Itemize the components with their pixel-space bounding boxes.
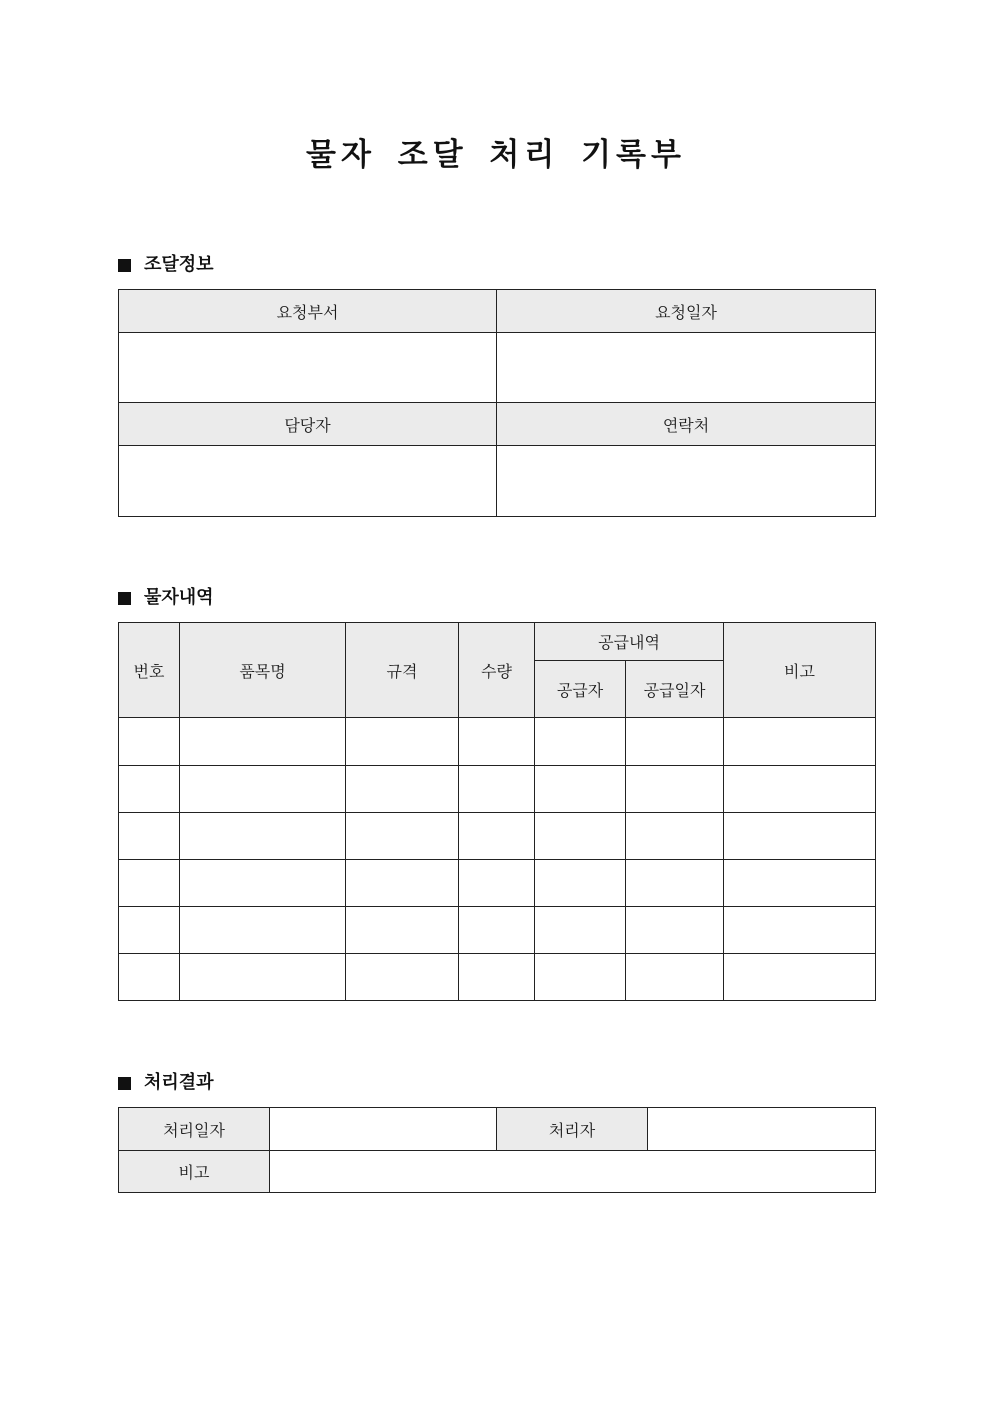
result-heading-text: 처리결과 xyxy=(144,1072,214,1093)
cell-number[interactable] xyxy=(119,954,180,1001)
items-table xyxy=(118,622,876,1001)
cell-quantity[interactable] xyxy=(459,860,535,907)
cell-item-name[interactable] xyxy=(180,907,346,954)
cell-remarks[interactable] xyxy=(724,813,876,860)
table-row xyxy=(119,907,876,954)
cell-remarks[interactable] xyxy=(724,718,876,766)
items-heading-text: 물자내역 xyxy=(144,587,214,608)
contact-label: 연락처 xyxy=(497,403,876,446)
cell-number[interactable] xyxy=(119,718,180,766)
result-remarks-label: 비고 xyxy=(119,1151,270,1193)
col-header-supply-details: 공급내역 xyxy=(535,623,724,661)
cell-item-name[interactable] xyxy=(180,766,346,813)
request-date-label: 요청일자 xyxy=(497,290,876,333)
cell-supply-date[interactable] xyxy=(626,813,724,860)
table-row xyxy=(119,813,876,860)
request-dept-label: 요청부서 xyxy=(119,290,497,333)
cell-remarks[interactable] xyxy=(724,860,876,907)
request-date-field[interactable] xyxy=(497,333,876,403)
result-table xyxy=(118,1107,876,1193)
cell-spec[interactable] xyxy=(346,860,459,907)
contact-field[interactable] xyxy=(497,446,876,517)
col-header-supply-date: 공급일자 xyxy=(626,661,724,718)
cell-supply-date[interactable] xyxy=(626,907,724,954)
cell-item-name[interactable] xyxy=(180,718,346,766)
processor-field[interactable] xyxy=(648,1108,876,1151)
items-heading xyxy=(118,586,214,610)
process-date-field[interactable] xyxy=(270,1108,497,1151)
cell-number[interactable] xyxy=(119,907,180,954)
cell-supplier[interactable] xyxy=(535,766,626,813)
cell-quantity[interactable] xyxy=(459,813,535,860)
cell-remarks[interactable] xyxy=(724,766,876,813)
cell-supply-date[interactable] xyxy=(626,860,724,907)
col-header-spec: 규격 xyxy=(346,623,459,718)
black-square-icon xyxy=(118,259,131,272)
cell-quantity[interactable] xyxy=(459,907,535,954)
cell-spec[interactable] xyxy=(346,954,459,1001)
table-row xyxy=(119,718,876,766)
cell-spec[interactable] xyxy=(346,718,459,766)
cell-number[interactable] xyxy=(119,766,180,813)
col-header-remarks: 비고 xyxy=(724,623,876,718)
procurement-info-heading xyxy=(118,253,214,277)
col-header-item-name: 품목명 xyxy=(180,623,346,718)
cell-supply-date[interactable] xyxy=(626,954,724,1001)
manager-field[interactable] xyxy=(119,446,497,517)
col-header-number: 번호 xyxy=(119,623,180,718)
col-header-supplier: 공급자 xyxy=(535,661,626,718)
black-square-icon xyxy=(118,592,131,605)
result-heading xyxy=(118,1071,214,1095)
cell-spec[interactable] xyxy=(346,813,459,860)
cell-supply-date[interactable] xyxy=(626,766,724,813)
cell-remarks[interactable] xyxy=(724,954,876,1001)
col-header-quantity: 수량 xyxy=(459,623,535,718)
cell-supplier[interactable] xyxy=(535,954,626,1001)
process-date-label: 처리일자 xyxy=(119,1108,270,1151)
procurement-info-table xyxy=(118,289,876,517)
cell-remarks[interactable] xyxy=(724,907,876,954)
black-square-icon xyxy=(118,1077,131,1090)
cell-supply-date[interactable] xyxy=(626,718,724,766)
cell-supplier[interactable] xyxy=(535,813,626,860)
cell-number[interactable] xyxy=(119,860,180,907)
cell-supplier[interactable] xyxy=(535,907,626,954)
manager-label: 담당자 xyxy=(119,403,497,446)
result-remarks-field[interactable] xyxy=(270,1151,876,1193)
cell-item-name[interactable] xyxy=(180,860,346,907)
processor-label: 처리자 xyxy=(497,1108,648,1151)
cell-spec[interactable] xyxy=(346,907,459,954)
table-row xyxy=(119,860,876,907)
cell-supplier[interactable] xyxy=(535,718,626,766)
document-title: 물자 조달 처리 기록부 xyxy=(306,137,686,173)
cell-supplier[interactable] xyxy=(535,860,626,907)
cell-quantity[interactable] xyxy=(459,954,535,1001)
table-row xyxy=(119,766,876,813)
cell-quantity[interactable] xyxy=(459,766,535,813)
cell-number[interactable] xyxy=(119,813,180,860)
cell-spec[interactable] xyxy=(346,766,459,813)
cell-quantity[interactable] xyxy=(459,718,535,766)
request-dept-field[interactable] xyxy=(119,333,497,403)
table-row xyxy=(119,954,876,1001)
cell-item-name[interactable] xyxy=(180,954,346,1001)
cell-item-name[interactable] xyxy=(180,813,346,860)
procurement-info-heading-text: 조달정보 xyxy=(144,254,214,275)
